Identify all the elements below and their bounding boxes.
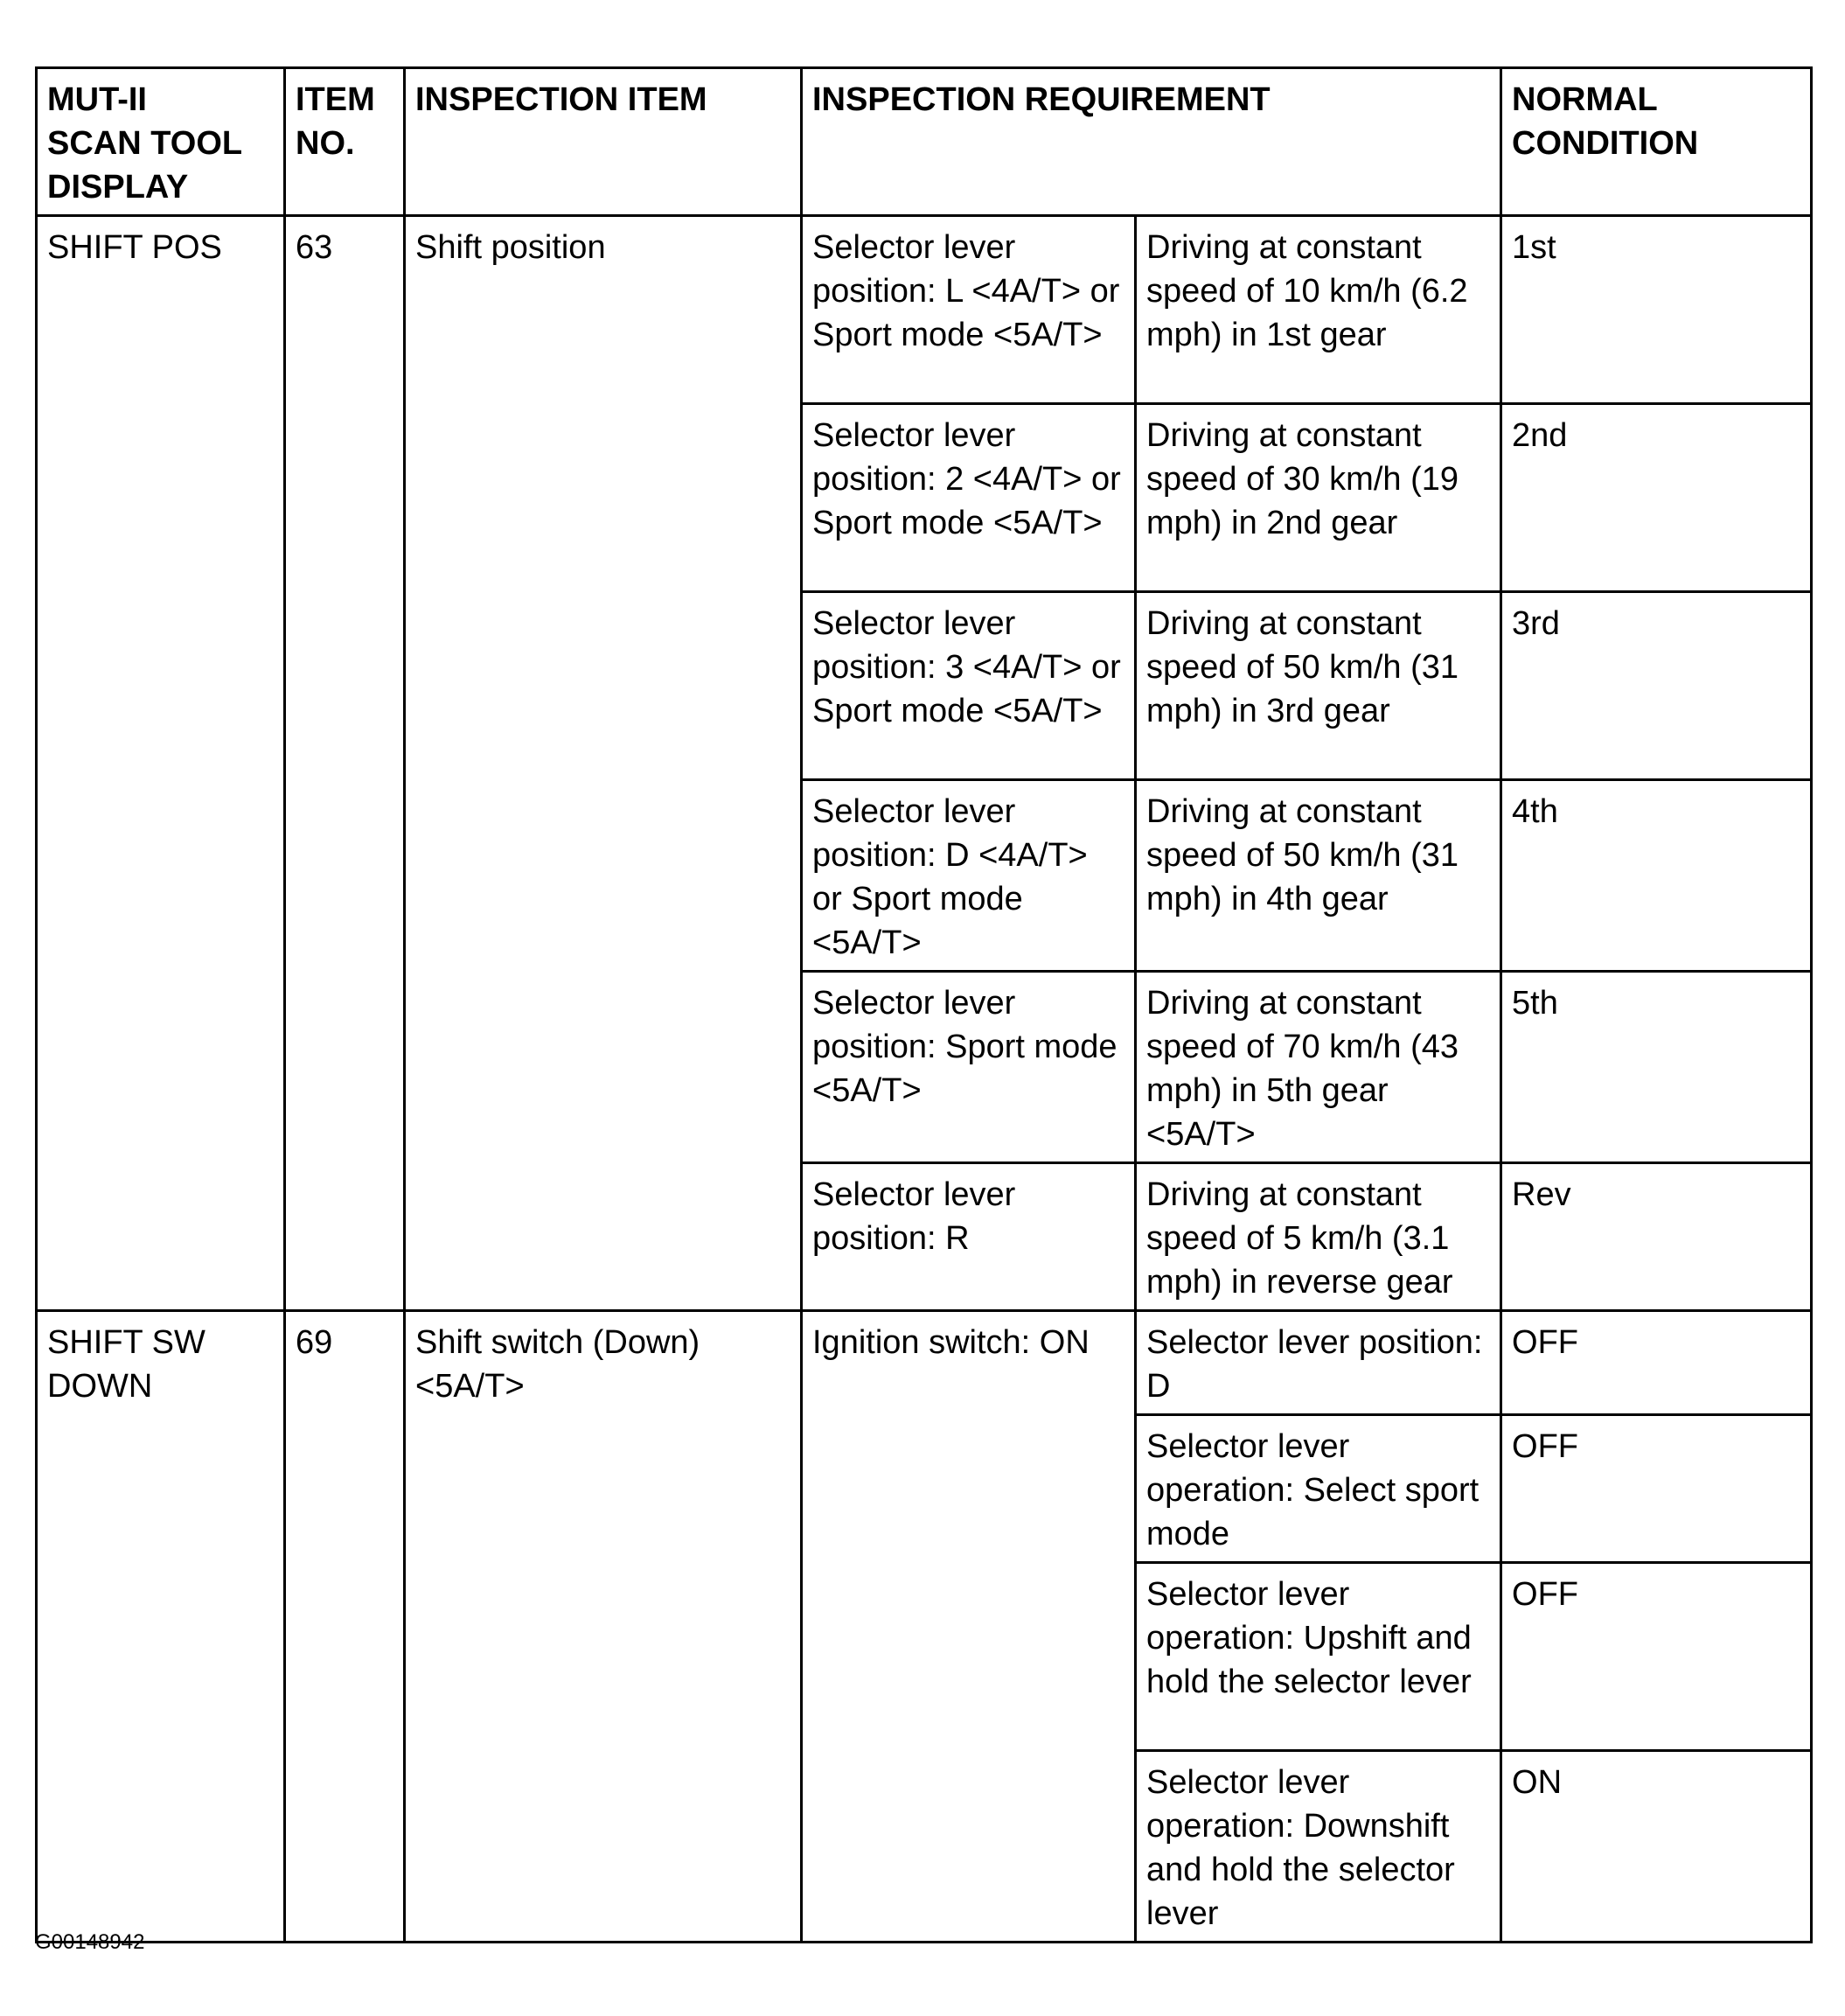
requirement-cell: Selector lever position: D <4A/T> or Sport mode <5A/T> (802, 780, 1136, 972)
normal-condition-cell: 4th (1501, 780, 1812, 972)
inspection-item-cell: Shift position (405, 216, 802, 1311)
requirement-cell: Ignition switch: ON (802, 1311, 1136, 1943)
display-cell: SHIFT SW DOWN (37, 1311, 285, 1943)
inspection-table (35, 66, 1813, 1943)
figure-id: G00148942 (35, 1930, 145, 1954)
condition-cell: Driving at constant speed of 50 km/h (31 mph) in 3rd gear (1136, 592, 1501, 780)
requirement-cell: Selector lever position: 3 <4A/T> or Sport mode <5A/T> (802, 592, 1136, 780)
normal-condition-cell: OFF (1501, 1415, 1812, 1563)
header-display: MUT-II SCAN TOOL DISPLAY (37, 68, 285, 216)
header-row (37, 68, 1812, 216)
header-normal-condition: NORMAL CONDITION (1501, 68, 1812, 216)
condition-cell: Selector lever operation: Upshift and hold the selector lever (1136, 1563, 1501, 1751)
condition-cell: Selector lever position: D (1136, 1311, 1501, 1415)
normal-condition-cell: 3rd (1501, 592, 1812, 780)
condition-cell: Selector lever operation: Select sport mode (1136, 1415, 1501, 1563)
header-inspection-item: INSPECTION ITEM (405, 68, 802, 216)
normal-condition-cell: 2nd (1501, 404, 1812, 592)
condition-cell: Driving at constant speed of 30 km/h (19 mph) in 2nd gear (1136, 404, 1501, 592)
condition-cell: Driving at constant speed of 10 km/h (6.2 mph) in 1st gear (1136, 216, 1501, 404)
normal-condition-cell: 1st (1501, 216, 1812, 404)
condition-cell: Driving at constant speed of 5 km/h (3.1 mph) in reverse gear (1136, 1163, 1501, 1311)
table-row (37, 216, 1812, 404)
header-inspection-requirement: INSPECTION REQUIREMENT (802, 68, 1501, 216)
item-no-cell: 63 (285, 216, 405, 1311)
requirement-cell: Selector lever position: L <4A/T> or Sport mode <5A/T> (802, 216, 1136, 404)
condition-cell: Driving at constant speed of 50 km/h (31 mph) in 4th gear (1136, 780, 1501, 972)
normal-condition-cell: OFF (1501, 1311, 1812, 1415)
requirement-cell: Selector lever position: 2 <4A/T> or Sport mode <5A/T> (802, 404, 1136, 592)
requirement-cell: Selector lever position: R (802, 1163, 1136, 1311)
condition-cell: Selector lever operation: Downshift and hold the selector lever (1136, 1751, 1501, 1943)
normal-condition-cell: 5th (1501, 972, 1812, 1163)
table-row (37, 1311, 1812, 1415)
normal-condition-cell: Rev (1501, 1163, 1812, 1311)
display-cell: SHIFT POS (37, 216, 285, 1311)
requirement-cell: Selector lever position: Sport mode <5A/T> (802, 972, 1136, 1163)
normal-condition-cell: ON (1501, 1751, 1812, 1943)
normal-condition-cell: OFF (1501, 1563, 1812, 1751)
item-no-cell: 69 (285, 1311, 405, 1943)
header-item-no: ITEM NO. (285, 68, 405, 216)
condition-cell: Driving at constant speed of 70 km/h (43 mph) in 5th gear <5A/T> (1136, 972, 1501, 1163)
inspection-item-cell: Shift switch (Down) <5A/T> (405, 1311, 802, 1943)
